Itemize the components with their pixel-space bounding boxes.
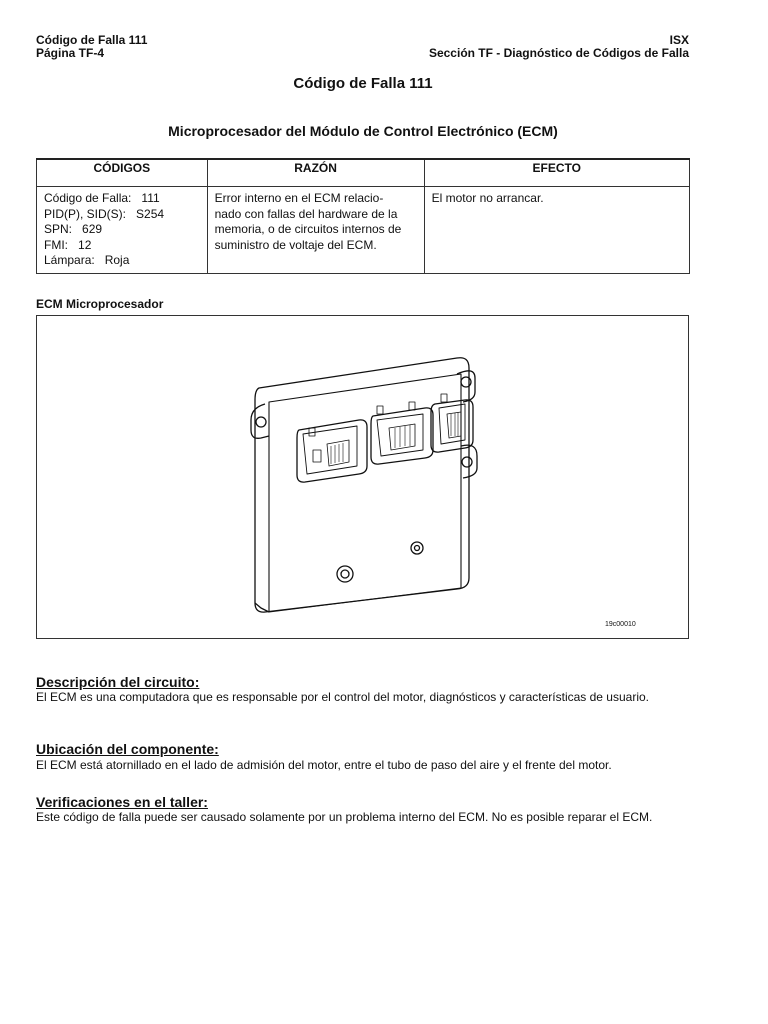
code-label: PID(P), SID(S):: [44, 206, 127, 221]
code-line: [44, 253, 200, 269]
codes-cell: [37, 187, 208, 274]
header-reason: RAZÓN: [207, 159, 424, 187]
page-title: Código de Falla 111: [293, 75, 433, 92]
page-number: Página TF-4: [36, 46, 105, 60]
fault-code-table: [36, 158, 690, 274]
code-value: S254: [136, 206, 165, 221]
code-line: [44, 238, 200, 254]
engine-model: ISX: [669, 33, 689, 47]
code-value: Roja: [104, 253, 130, 267]
code-value: 629: [82, 222, 103, 236]
code-label: Código de Falla:: [44, 191, 132, 205]
section-heading-circuit: Descripción del circuito:: [36, 674, 200, 690]
fault-code-header: Código de Falla 111: [36, 33, 148, 47]
code-value: 12: [78, 237, 92, 252]
code-label: FMI:: [44, 237, 68, 252]
figure-frame: [36, 315, 689, 639]
page-subtitle: Microprocesador del Módulo de Control Electrónico (ECM): [168, 123, 558, 139]
effect-cell: El motor no arrancar.: [424, 187, 689, 274]
ecm-illustration: [37, 316, 688, 638]
section-text-checks: Este código de falla puede ser causado solamente por un problema interno del ECM. No es posible reparar el ECM.: [36, 810, 653, 824]
section-text-circuit: El ECM es una computadora que es responsable por el control del motor, diagnósticos y características de usuario.: [36, 690, 649, 704]
code-label: Lámpara:: [44, 253, 95, 267]
section-heading-location: Ubicación del componente:: [36, 741, 219, 757]
code-line: [44, 222, 200, 238]
reason-cell: [207, 187, 424, 274]
code-value: 111: [141, 191, 160, 205]
code-line: [44, 207, 200, 223]
reason-line: nado con fallas del hardware de la: [214, 206, 398, 221]
table-row: [37, 187, 690, 274]
header-effect: EFECTO: [424, 159, 689, 187]
reason-line: suministro de voltaje del ECM.: [214, 237, 377, 252]
section-title: Sección TF - Diagnóstico de Códigos de Falla: [428, 46, 689, 60]
code-label: SPN:: [44, 222, 73, 236]
page-header-right: [429, 34, 689, 60]
header-codes: CÓDIGOS: [37, 159, 208, 187]
reason-line: memoria, o de circuitos internos de: [214, 222, 402, 236]
code-line: [44, 191, 200, 207]
reason-line: Error interno en el ECM relacio-: [214, 191, 384, 205]
figure-reference: 19c00010: [605, 621, 636, 628]
page-header-left: [36, 34, 147, 60]
section-heading-checks: Verificaciones en el taller:: [36, 794, 208, 810]
section-text-location: El ECM está atornillado en el lado de admisión del motor, entre el tubo de paso del aire y el frente del motor.: [36, 758, 612, 772]
figure-caption: ECM Microprocesador: [36, 297, 164, 311]
